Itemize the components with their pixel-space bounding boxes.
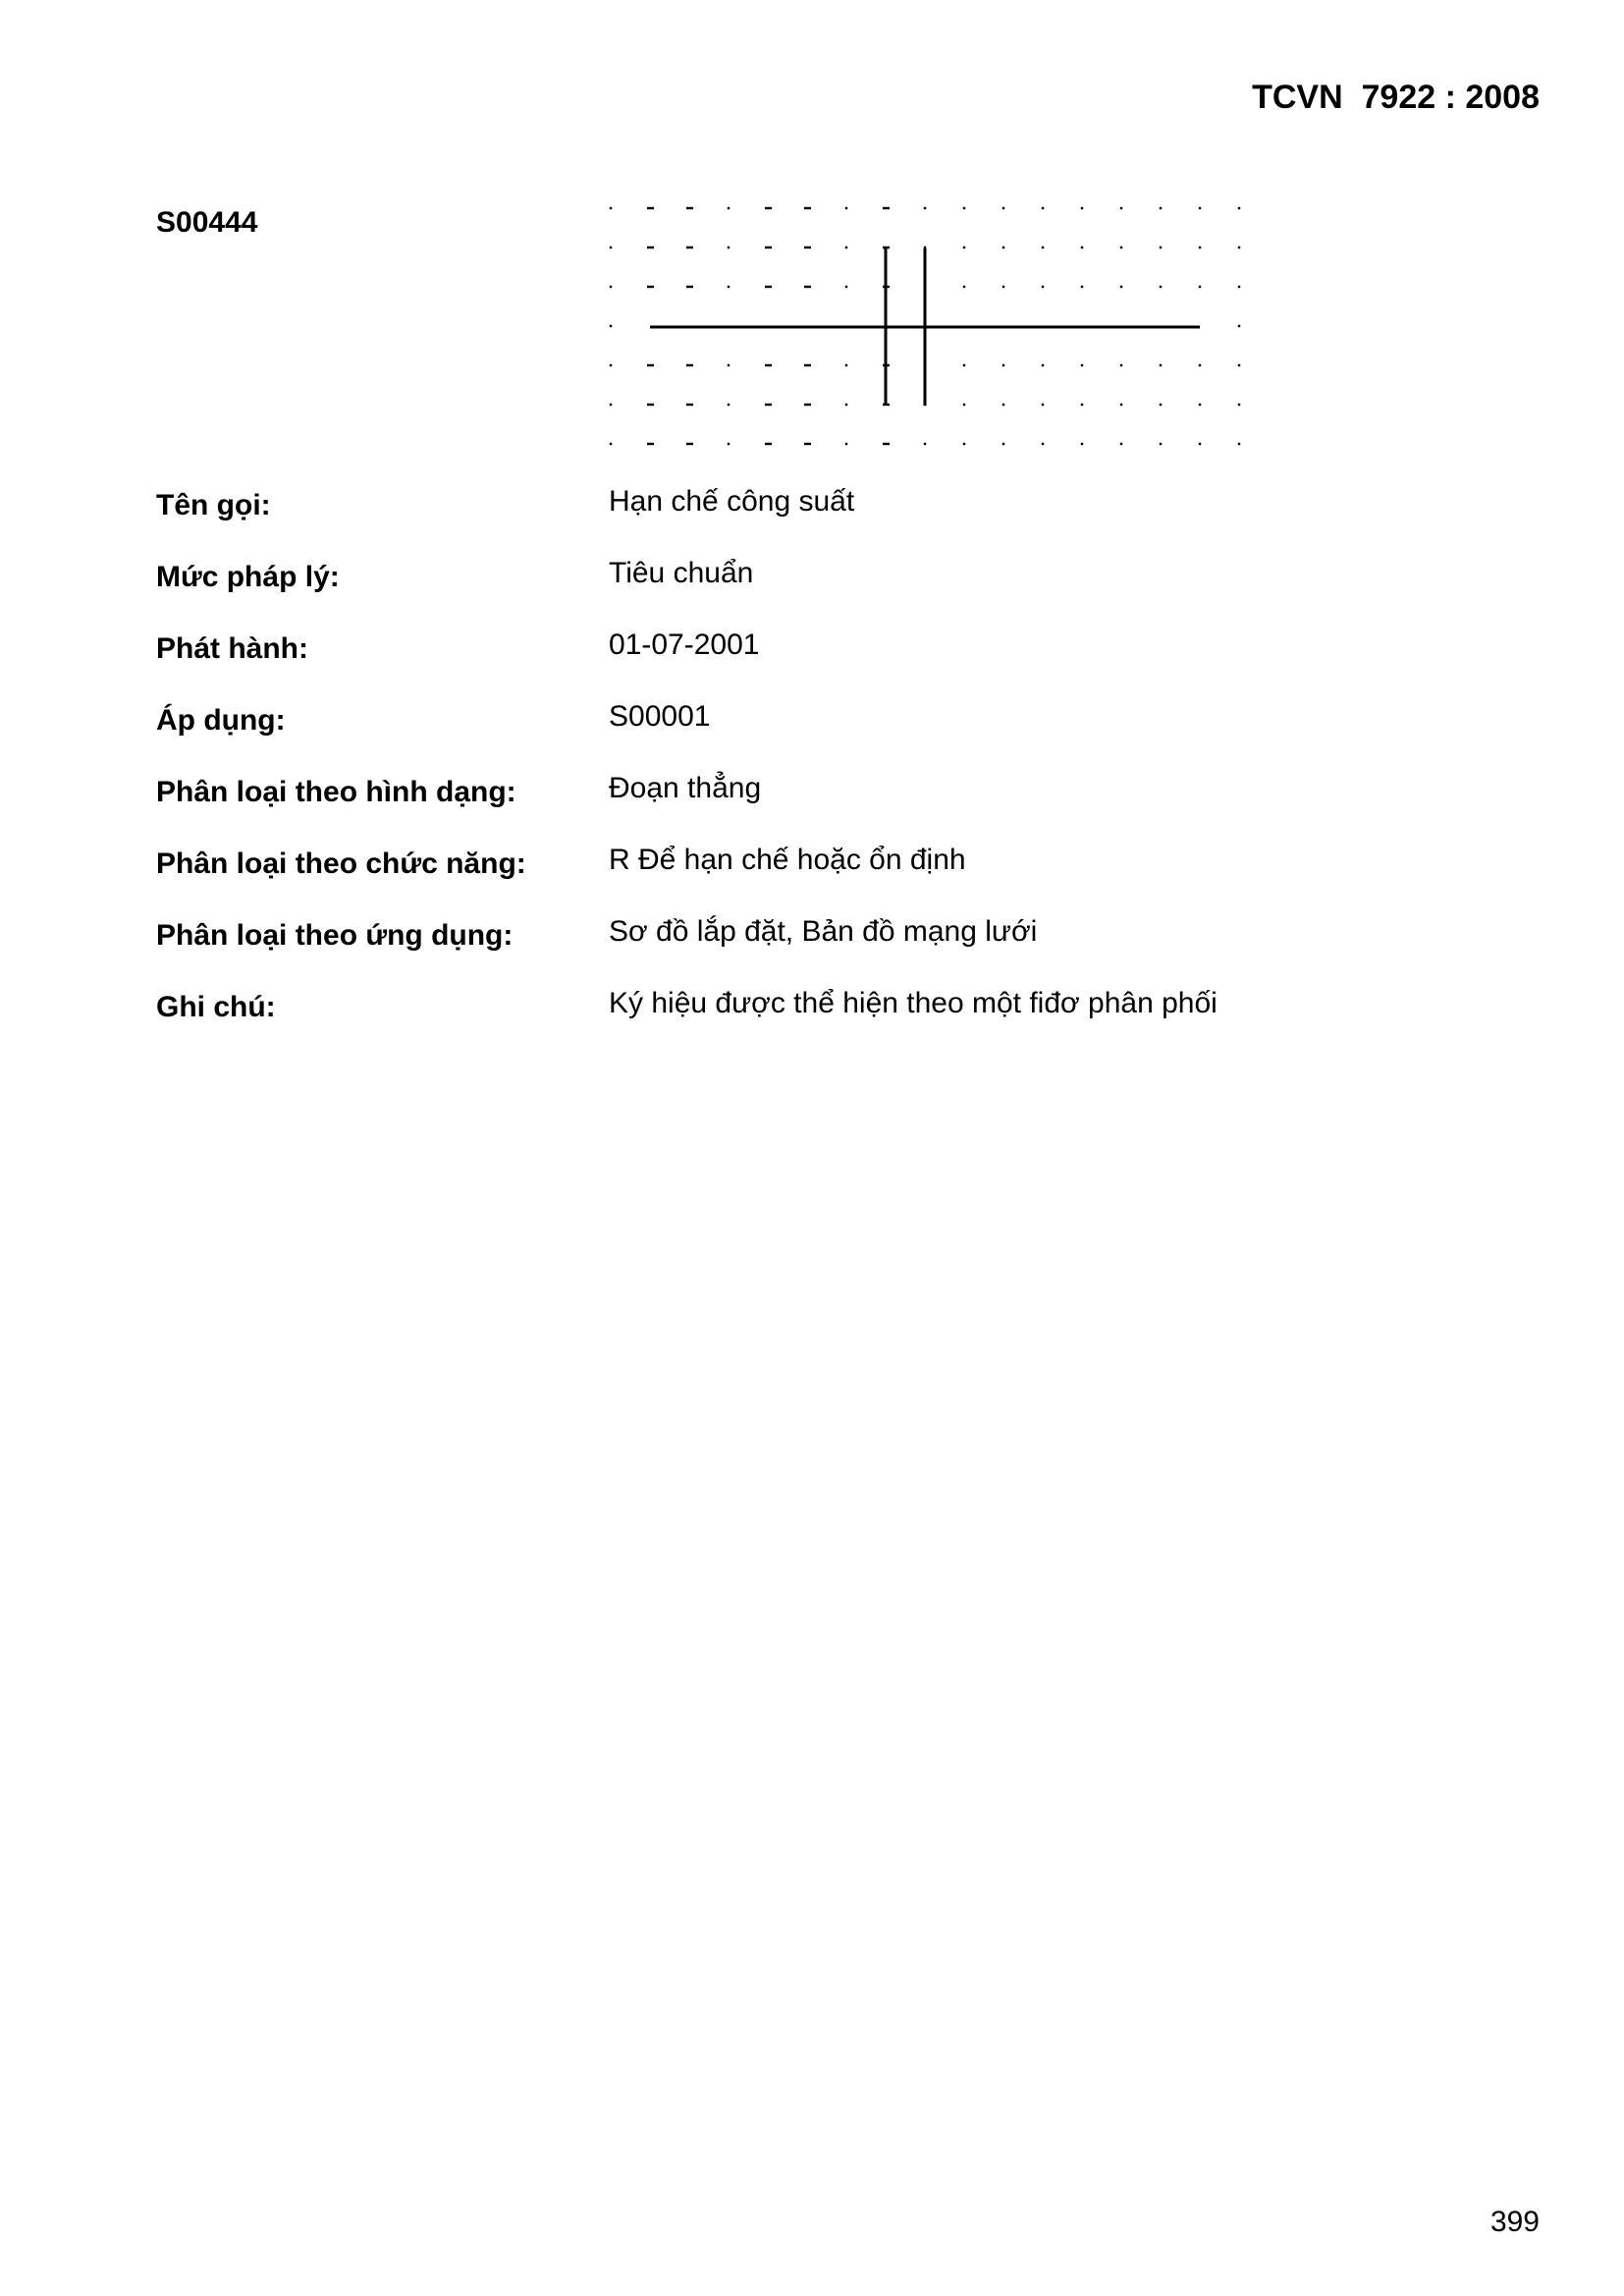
grid-dot: [845, 364, 847, 366]
grid-dot: [1042, 286, 1044, 288]
properties-list: [156, 485, 1334, 1059]
property-value: S00001: [609, 700, 711, 733]
grid-dot: [647, 404, 654, 406]
grid-dot: [610, 325, 612, 327]
grid-dot: [1238, 207, 1240, 209]
grid-dot: [1081, 443, 1083, 445]
grid-dot: [845, 286, 847, 288]
grid-dot: [686, 286, 693, 288]
property-row-shape-class: [156, 772, 1334, 844]
grid-dot: [1120, 443, 1122, 445]
grid-dot: [924, 246, 926, 248]
grid-dot: [963, 443, 965, 445]
property-row-issued: [156, 629, 1334, 700]
grid-dot: [1120, 286, 1122, 288]
property-value: Hạn chế công suất: [609, 485, 855, 518]
property-value: Sơ đồ lắp đặt, Bản đồ mạng lưới: [609, 915, 1038, 948]
grid-dot: [1002, 207, 1004, 209]
property-value: Đoạn thẳng: [609, 772, 762, 804]
property-row-note: [156, 987, 1334, 1059]
property-label: Mức pháp lý:: [156, 561, 340, 593]
grid-dot: [1042, 404, 1044, 406]
grid-dot: [1238, 364, 1240, 366]
grid-dot: [765, 404, 772, 406]
grid-dot: [1238, 246, 1240, 248]
grid-dot: [765, 207, 772, 209]
grid-dot: [728, 443, 730, 445]
grid-dot: [845, 404, 847, 406]
grid-dot: [1120, 404, 1122, 406]
grid-dot: [1081, 364, 1083, 366]
symbol-code: S00444: [156, 206, 258, 239]
grid-dot: [883, 443, 890, 445]
grid-dot: [728, 364, 730, 366]
grid-dot: [686, 364, 693, 366]
grid-dot: [963, 246, 965, 248]
grid-dot: [1081, 404, 1083, 406]
grid-dot: [804, 207, 811, 209]
property-value: Ký hiệu được thể hiện theo một fiđơ phân phối: [609, 987, 1218, 1019]
grid-dot: [1120, 246, 1122, 248]
grid-dot: [963, 404, 965, 406]
grid-dot: [1120, 207, 1122, 209]
grid-dot: [728, 286, 730, 288]
grid-dot: [804, 364, 811, 366]
property-label: Phân loại theo ứng dụng:: [156, 919, 514, 952]
grid-dot: [845, 207, 847, 209]
grid-dot: [765, 246, 772, 248]
grid-dot: [804, 404, 811, 406]
grid-dot: [1238, 404, 1240, 406]
grid-dot: [1160, 286, 1162, 288]
grid-dot: [1199, 207, 1201, 209]
grid-dot: [686, 443, 693, 445]
grid-dot: [1160, 364, 1162, 366]
grid-dot: [1002, 364, 1004, 366]
grid-dot: [1160, 443, 1162, 445]
grid-dot: [804, 286, 811, 288]
grid-dot: [647, 246, 654, 248]
grid-dot: [765, 286, 772, 288]
grid-dot: [765, 364, 772, 366]
grid-dot: [924, 207, 926, 209]
grid-dot: [686, 404, 693, 406]
property-row-function-class: [156, 844, 1334, 915]
grid-dot: [883, 207, 890, 209]
grid-dot: [1042, 246, 1044, 248]
grid-dot: [1081, 246, 1083, 248]
property-row-legal-level: [156, 557, 1334, 629]
property-row-applies: [156, 700, 1334, 772]
grid-dot: [845, 443, 847, 445]
grid-dot: [1042, 443, 1044, 445]
grid-dot: [963, 207, 965, 209]
property-value: Tiêu chuẩn: [609, 557, 754, 589]
grid-dot: [728, 246, 730, 248]
grid-dot: [1002, 246, 1004, 248]
property-label: Phát hành:: [156, 632, 308, 665]
grid-dot: [765, 443, 772, 445]
grid-dot: [647, 286, 654, 288]
grid-dot: [686, 246, 693, 248]
grid-dot: [610, 364, 612, 366]
grid-dot: [804, 246, 811, 248]
grid-dot: [1160, 246, 1162, 248]
property-value: R Để hạn chế hoặc ổn định: [609, 844, 966, 876]
page-number: 399: [1489, 2206, 1540, 2238]
grid-dot: [1160, 207, 1162, 209]
grid-dot: [1081, 207, 1083, 209]
grid-dot: [1002, 286, 1004, 288]
grid-dot: [647, 207, 654, 209]
grid-dot: [1199, 443, 1201, 445]
grid-dot: [610, 246, 612, 248]
grid-dot: [1120, 364, 1122, 366]
property-label: Tên gọi:: [156, 489, 271, 521]
property-value: 01-07-2001: [609, 629, 760, 661]
grid-dot: [610, 443, 612, 445]
grid-dot: [647, 364, 654, 366]
grid-dot: [1238, 325, 1240, 327]
grid-dot: [610, 286, 612, 288]
grid-dot: [963, 364, 965, 366]
grid-dot: [924, 443, 926, 445]
grid-dot: [1199, 404, 1201, 406]
standard-header: TCVN 7922 : 2008: [1252, 79, 1540, 116]
grid-dot: [1002, 404, 1004, 406]
grid-dot: [686, 207, 693, 209]
grid-dot: [1042, 207, 1044, 209]
grid-dot: [963, 286, 965, 288]
grid-dot: [1199, 364, 1201, 366]
grid-dot: [1238, 443, 1240, 445]
grid-dot: [1042, 364, 1044, 366]
grid-dot: [647, 443, 654, 445]
grid-dot: [845, 246, 847, 248]
property-label: Phân loại theo hình dạng:: [156, 776, 516, 808]
grid-dot: [1081, 286, 1083, 288]
grid-dot: [610, 207, 612, 209]
grid-dot: [610, 404, 612, 406]
grid-dot: [1160, 404, 1162, 406]
property-label: Phân loại theo chức năng:: [156, 847, 526, 880]
property-row-name: [156, 485, 1334, 557]
grid-dot: [728, 404, 730, 406]
property-label: Ghi chú:: [156, 991, 276, 1023]
grid-dot: [804, 443, 811, 445]
grid-dot: [883, 246, 890, 248]
property-label: Áp dụng:: [156, 704, 286, 737]
grid-dot: [1002, 443, 1004, 445]
property-row-application-class: [156, 915, 1334, 987]
grid-dot: [1238, 286, 1240, 288]
grid-dot: [1199, 286, 1201, 288]
grid-dot: [728, 207, 730, 209]
grid-dot: [1199, 246, 1201, 248]
power-limiter-symbol-icon: [601, 192, 1249, 458]
